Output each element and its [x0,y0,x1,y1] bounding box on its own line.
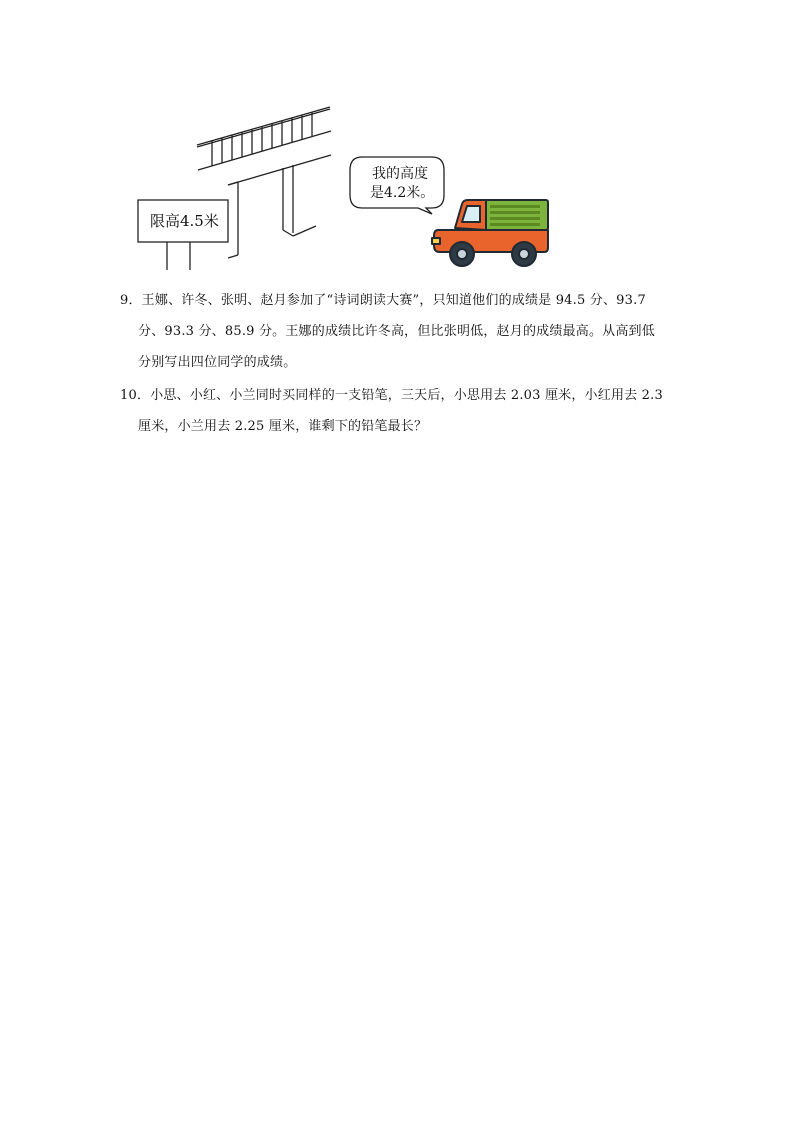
question-9-line-2: 分、93.3 分、85.9 分。王娜的成绩比许冬高，但比张明低，赵月的成绩最高。从高到低 [138,324,655,339]
speech-bubble [350,157,444,214]
question-9-line-1: 9．王娜、许冬、张明、赵月参加了“诗词朗读大赛”，只知道他们的成绩是 94.5 分、93.7 [120,293,646,308]
bubble-line-2: 是4.2米。 [370,185,435,201]
height-limit-sign [138,200,228,270]
bubble-line-1: 我的高度 [372,166,428,182]
bridge-truck-illustration [0,0,794,285]
sign-label: 限高4.5米 [150,212,219,230]
question-10 [120,380,690,442]
question-10-line-1: 10．小思、小红、小兰同时买同样的一支铅笔，三天后，小思用去 2.03 厘米，小红用去 2.3 [120,388,663,403]
question-10-line-2: 厘米，小兰用去 2.25 厘米，谁剩下的铅笔最长？ [138,419,428,434]
question-9-line-3: 分别写出四位同学的成绩。 [138,355,297,370]
truck-icon [432,200,548,266]
question-9 [120,285,690,378]
